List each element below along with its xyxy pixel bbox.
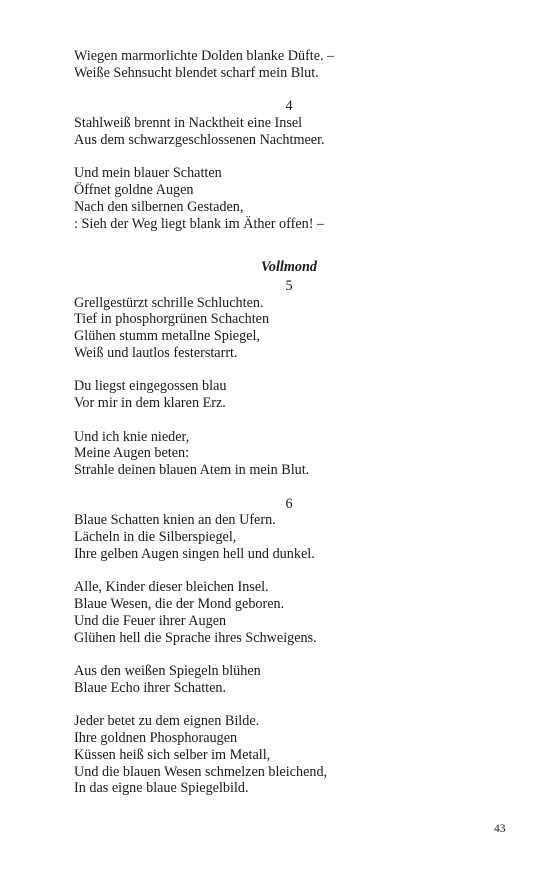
verse-line: Meine Augen beten: <box>74 445 190 462</box>
stanza-break <box>74 412 504 429</box>
verse-line: Weiß und lautlos festerstarrt. <box>74 344 238 361</box>
verse-line: Glühen hell die Sprache ihres Schweigens. <box>74 629 317 646</box>
verse-line: Wiegen marmorlichte Dolden blanke Düfte. – <box>74 48 335 64</box>
section-number: 4 <box>285 98 293 115</box>
stanza-break <box>74 646 504 663</box>
verse-line: Glühen stumm metallne Spiegel, <box>74 328 260 344</box>
verse-line: Lächeln in die Silberspiegel, <box>74 529 237 545</box>
stanza-break <box>74 362 504 379</box>
verse-line: : Sieh der Weg liegt blank im Äther offen! – <box>74 215 325 232</box>
verse-line: Strahle deinen blauen Atem in mein Blut. <box>74 462 310 478</box>
verse-line: Blaue Echo ihrer Schatten. <box>74 679 227 696</box>
section-number: 5 <box>285 277 293 294</box>
verse-line: Öffnet goldne Augen <box>74 182 194 198</box>
verse-line: Und mein blauer Schatten <box>74 165 222 182</box>
verse-line: Vor mir in dem klaren Erz. <box>74 395 226 411</box>
verse-line: Tief in phosphorgrünen Schachten <box>74 311 270 328</box>
verse-line: In das eigne blaue Spiegelbild. <box>74 780 249 797</box>
verse-line: Blaue Schatten knien an den Ufern. <box>74 512 276 529</box>
page-number: 43 <box>494 823 506 835</box>
verse-line: Und ich knie nieder, <box>74 428 190 445</box>
verse-line: Nach den silbernen Gestaden, <box>74 198 244 215</box>
verse-line: Aus den weißen Spiegeln blühen <box>74 663 261 679</box>
stanza-break <box>74 479 504 496</box>
verse-line: Ihre goldnen Phosphoraugen <box>74 730 238 746</box>
verse-line: Küssen heiß sich selber im Metall, <box>74 746 271 763</box>
verse-line: Blaue Wesen, die der Mond geboren. <box>74 596 285 612</box>
verse-line: Ihre gelben Augen singen hell und dunkel. <box>74 545 315 562</box>
verse-line: Und die blauen Wesen schmelzen bleichend, <box>74 763 328 780</box>
verse-line: Aus dem schwarzgeschlossenen Nachtmeer. <box>74 131 325 148</box>
verse-line: Jeder betet zu dem eignen Bilde. <box>74 713 260 730</box>
verse-line: Und die Feuer ihrer Augen <box>74 612 227 629</box>
verse-line: Alle, Kinder dieser bleichen Insel. <box>74 579 269 596</box>
verse-line: Weiße Sehnsucht blendet scharf mein Blut. <box>74 64 319 81</box>
poem-page <box>74 48 504 797</box>
verse-line: Du liegst eingegossen blau <box>74 378 227 395</box>
verse-line: Grellgestürzt schrille Schluchten. <box>74 294 264 311</box>
stanza-break <box>74 149 504 166</box>
verse-line: Stahlweiß brennt in Nacktheit eine Insel <box>74 115 303 131</box>
poem-title: Vollmond <box>261 259 317 275</box>
stanza-break <box>74 82 504 99</box>
section-number: 6 <box>285 495 293 512</box>
stanza-break <box>74 232 504 249</box>
stanza-break <box>74 697 504 714</box>
stanza-break <box>74 563 504 580</box>
